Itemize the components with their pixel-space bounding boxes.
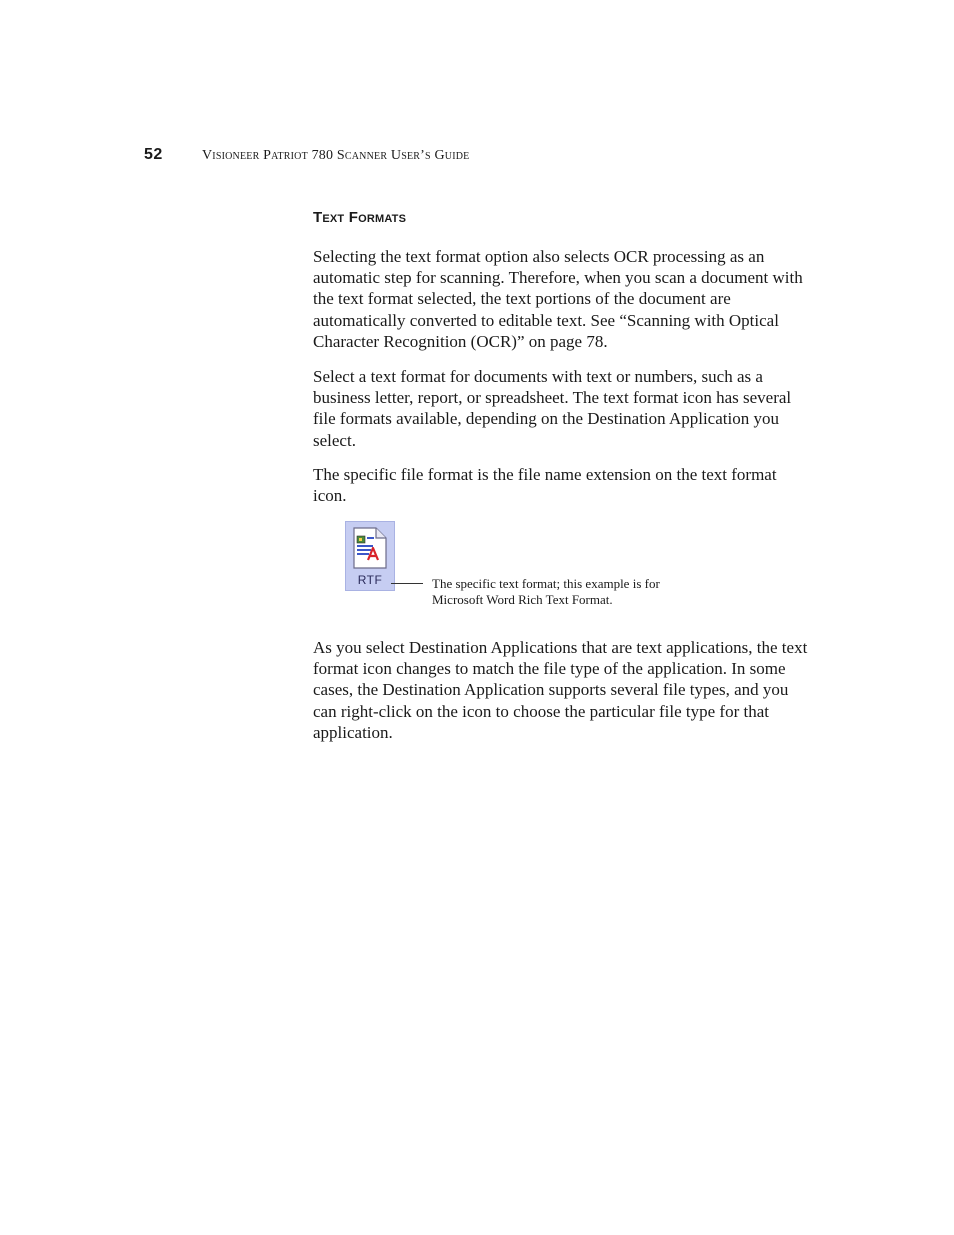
page-header bbox=[144, 146, 744, 170]
figure-caption: The specific text format; this example is for Microsoft Word Rich Text Format. bbox=[432, 576, 660, 607]
callout-leader-line bbox=[391, 583, 423, 584]
paragraph-file-format: The specific file format is the file name extension on the text format icon. bbox=[313, 465, 777, 506]
running-title: Visioneer Patriot 780 Scanner User’s Guide bbox=[202, 148, 470, 163]
icon-label: RTF bbox=[357, 573, 383, 587]
section-title: Text Formats bbox=[313, 209, 407, 226]
text-format-icon-button[interactable] bbox=[345, 521, 395, 591]
paragraph-ocr: Selecting the text format option also selects OCR processing as an automatic step for scanning. Therefore, when you scan a document with the text format selected, the text portions of the document are automatically converted to editable text. See “Scanning with Optical Character Recognition (OCR)” on page 78. bbox=[313, 247, 803, 351]
paragraph-select-format: Select a text format for documents with text or numbers, such as a business letter, report, or spreadsheet. The text format icon has several file formats available, depending on the Destination Application you select. bbox=[313, 367, 792, 450]
text-format-figure bbox=[345, 521, 665, 611]
paragraph-destination-apps: As you select Destination Applications that are text applications, the text format icon changes to match the file type of the application. In some cases, the Destination Application supports several file types, and you can right-click on the icon to choose the particular file type for that application. bbox=[313, 638, 808, 742]
page-number: 52 bbox=[144, 146, 163, 163]
rtf-document-icon bbox=[350, 526, 390, 570]
